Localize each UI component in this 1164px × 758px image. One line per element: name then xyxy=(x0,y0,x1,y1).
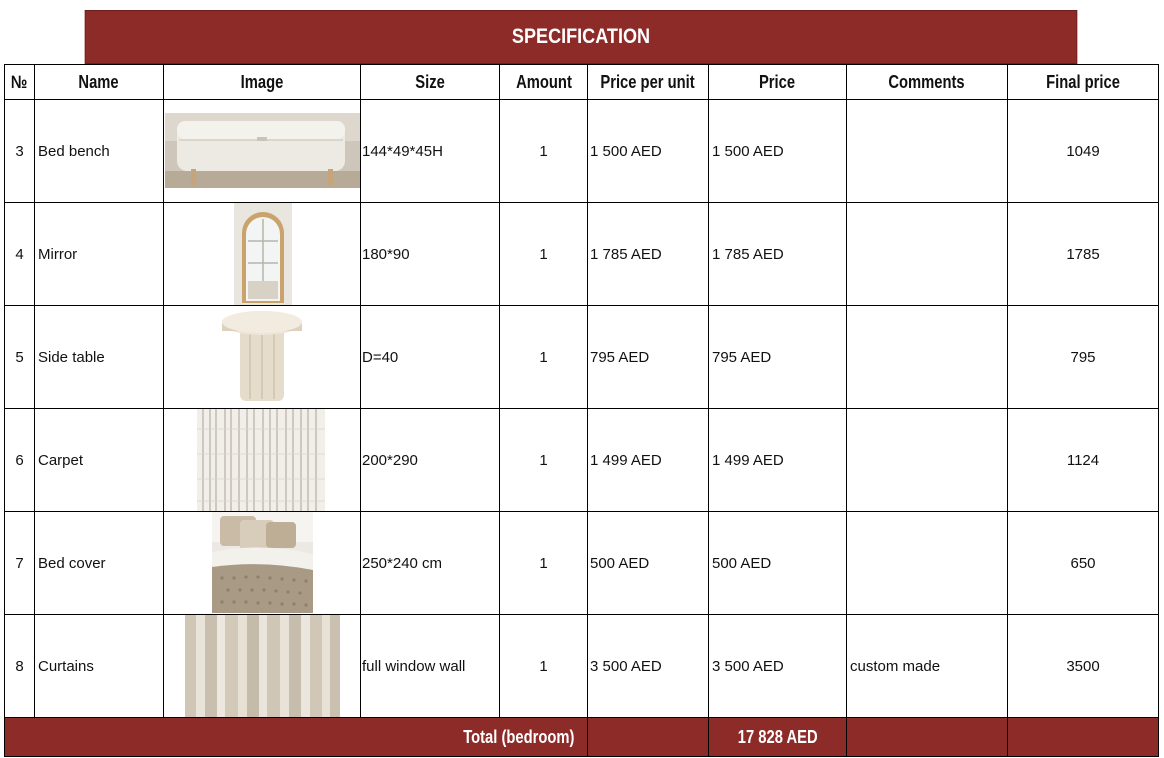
table-row xyxy=(5,203,1159,306)
total-row xyxy=(5,718,1159,757)
item-size: 180*90 xyxy=(361,203,500,306)
item-price: 3 500 AED xyxy=(709,615,847,718)
side-table-image xyxy=(220,309,304,405)
item-final-price: 1049 xyxy=(1008,100,1159,203)
item-amount: 1 xyxy=(500,409,588,512)
header-name: Name xyxy=(35,65,164,100)
row-number: 8 xyxy=(5,615,35,718)
total-empty-cell xyxy=(1008,718,1159,757)
total-value-cell xyxy=(709,718,847,757)
item-price: 500 AED xyxy=(709,512,847,615)
header-amount: Amount xyxy=(500,65,588,100)
item-price: 1 500 AED xyxy=(709,100,847,203)
striped-carpet-image xyxy=(197,409,325,511)
item-price: 795 AED xyxy=(709,306,847,409)
header-comments: Comments xyxy=(847,65,1008,100)
row-number: 5 xyxy=(5,306,35,409)
item-price: 1 499 AED xyxy=(709,409,847,512)
specification-table xyxy=(4,64,1159,757)
item-image-cell xyxy=(164,306,361,409)
item-image-cell xyxy=(164,512,361,615)
item-size: full window wall xyxy=(361,615,500,718)
header-price-per-unit: Price per unit xyxy=(588,65,709,100)
table-row xyxy=(5,615,1159,718)
item-final-price: 795 xyxy=(1008,306,1159,409)
header-size: Size xyxy=(361,65,500,100)
item-final-price: 650 xyxy=(1008,512,1159,615)
item-name: Carpet xyxy=(35,409,164,512)
item-image-cell xyxy=(164,615,361,718)
item-size: D=40 xyxy=(361,306,500,409)
total-value: 17 828 AED xyxy=(737,726,818,747)
curtains-image xyxy=(185,615,340,717)
item-price-per-unit: 1 500 AED xyxy=(588,100,709,203)
item-image-cell xyxy=(164,409,361,512)
total-label-cell xyxy=(5,718,588,757)
item-size: 250*240 cm xyxy=(361,512,500,615)
table-row xyxy=(5,512,1159,615)
row-number: 7 xyxy=(5,512,35,615)
item-final-price: 1785 xyxy=(1008,203,1159,306)
item-price-per-unit: 1 499 AED xyxy=(588,409,709,512)
item-amount: 1 xyxy=(500,512,588,615)
item-price-per-unit: 3 500 AED xyxy=(588,615,709,718)
bed-bench-image xyxy=(165,113,360,188)
item-name: Bed cover xyxy=(35,512,164,615)
total-empty-cell xyxy=(588,718,709,757)
item-comments xyxy=(847,512,1008,615)
item-image-cell xyxy=(164,203,361,306)
header-row xyxy=(5,65,1159,100)
total-label: Total (bedroom) xyxy=(463,726,575,747)
item-comments: custom made xyxy=(847,615,1008,718)
item-name: Curtains xyxy=(35,615,164,718)
header-image: Image xyxy=(164,65,361,100)
item-size: 144*49*45H xyxy=(361,100,500,203)
item-amount: 1 xyxy=(500,306,588,409)
bed-cover-image xyxy=(212,512,313,613)
item-price: 1 785 AED xyxy=(709,203,847,306)
item-name: Bed bench xyxy=(35,100,164,203)
table-row xyxy=(5,306,1159,409)
row-number: 6 xyxy=(5,409,35,512)
item-image-cell xyxy=(164,100,361,203)
arched-mirror-image xyxy=(234,203,292,305)
item-amount: 1 xyxy=(500,615,588,718)
row-number: 4 xyxy=(5,203,35,306)
item-price-per-unit: 500 AED xyxy=(588,512,709,615)
sheet-title: SPECIFICATION xyxy=(511,25,651,48)
item-final-price: 3500 xyxy=(1008,615,1159,718)
table-row xyxy=(5,100,1159,203)
item-comments xyxy=(847,306,1008,409)
item-price-per-unit: 795 AED xyxy=(588,306,709,409)
table-row xyxy=(5,409,1159,512)
item-amount: 1 xyxy=(500,100,588,203)
specification-sheet xyxy=(4,10,1158,757)
item-name: Side table xyxy=(35,306,164,409)
item-size: 200*290 xyxy=(361,409,500,512)
item-comments xyxy=(847,203,1008,306)
header-price: Price xyxy=(709,65,847,100)
row-number: 3 xyxy=(5,100,35,203)
item-price-per-unit: 1 785 AED xyxy=(588,203,709,306)
total-empty-cell xyxy=(847,718,1008,757)
item-amount: 1 xyxy=(500,203,588,306)
header-number: № xyxy=(5,65,35,100)
item-name: Mirror xyxy=(35,203,164,306)
item-final-price: 1124 xyxy=(1008,409,1159,512)
header-final-price: Final price xyxy=(1008,65,1159,100)
item-comments xyxy=(847,409,1008,512)
sheet-title-bar xyxy=(85,10,1077,64)
item-comments xyxy=(847,100,1008,203)
